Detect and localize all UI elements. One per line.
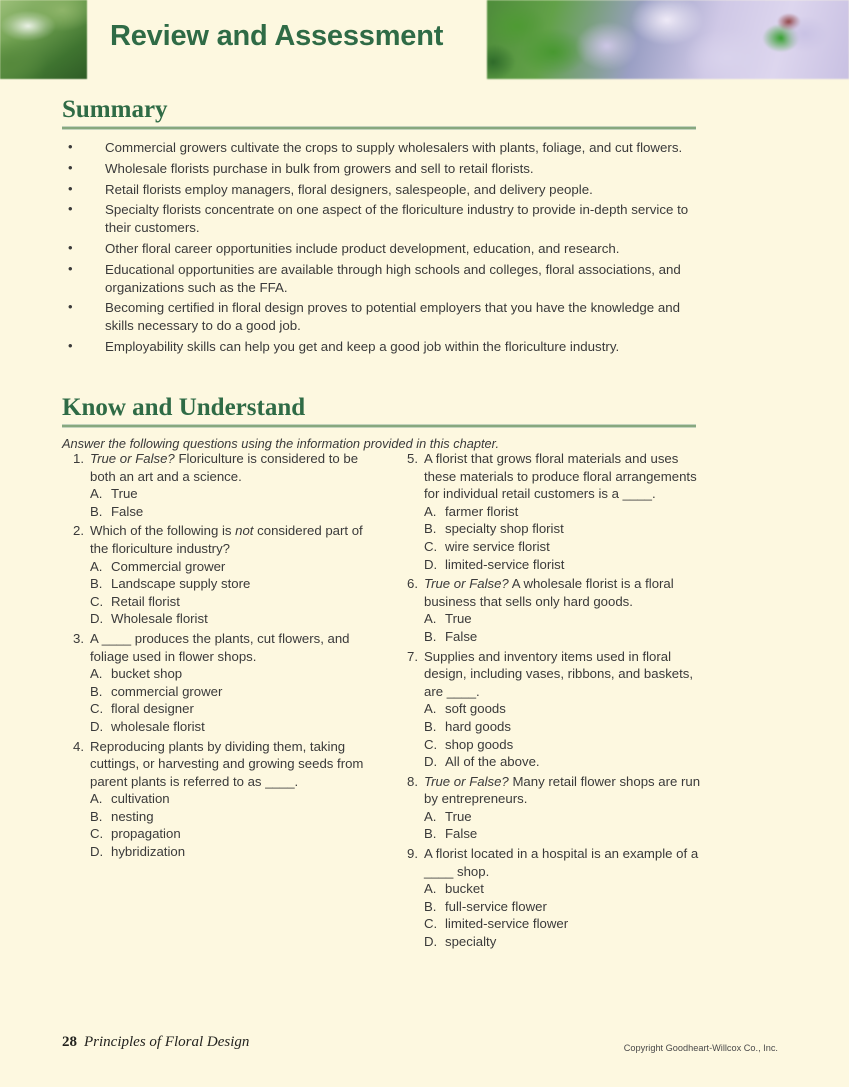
answer-choice[interactable] <box>424 808 707 826</box>
question-item <box>396 773 707 843</box>
questions-columns <box>62 450 708 953</box>
summary-heading: Summary <box>62 96 168 123</box>
answer-choice[interactable] <box>424 898 707 916</box>
answer-choice-text: bucket <box>445 881 484 897</box>
answer-choice[interactable] <box>424 628 707 646</box>
answer-choice-text: specialty shop florist <box>445 521 564 537</box>
answer-choice-list <box>424 808 707 843</box>
question-item <box>62 522 373 628</box>
question-number: 1. <box>73 451 84 466</box>
question-item <box>396 450 707 573</box>
answer-choice[interactable] <box>90 503 373 521</box>
answer-choice-letter: C. <box>424 916 438 932</box>
answer-choice-text: False <box>111 503 144 519</box>
answer-choice-letter: A. <box>90 666 103 682</box>
lilac-flowers-photo-image <box>487 0 849 79</box>
answer-choice-text: shop goods <box>445 736 514 752</box>
page-header-banner <box>0 0 849 79</box>
question-item <box>62 450 373 520</box>
answer-choice-letter: A. <box>424 808 437 824</box>
question-text: True or False? Floriculture is considered to be both an art and a science. <box>90 451 359 484</box>
answer-choice-letter: A. <box>424 701 437 717</box>
answer-choice-list <box>424 700 707 770</box>
answer-choice-letter: C. <box>90 593 104 609</box>
answer-choice-text: True <box>445 808 472 824</box>
summary-bullet-item: • Retail florists employ managers, floral designers, salespeople, and delivery people. <box>62 181 696 199</box>
summary-section <box>62 96 696 359</box>
questions-left-column <box>62 450 373 861</box>
summary-bullet-list <box>62 139 696 356</box>
answer-choice-text: False <box>445 826 478 842</box>
answer-choice-text: farmer florist <box>445 503 519 519</box>
question-emphasis: not <box>235 523 254 539</box>
folio <box>62 1034 249 1051</box>
know-and-understand-heading: Know and Understand <box>62 394 306 421</box>
answer-choice-list <box>90 558 373 628</box>
answer-choice-letter: C. <box>90 701 104 717</box>
know-and-understand-section <box>62 394 696 452</box>
answer-choice-letter: B. <box>424 898 437 914</box>
question-number: 8. <box>407 773 418 789</box>
answer-choice-text: Wholesale florist <box>111 611 208 627</box>
questions-right-column <box>396 450 707 951</box>
answer-choice-text: propagation <box>111 826 181 842</box>
answer-choice-letter: A. <box>424 611 437 627</box>
page-title: Review and Assessment <box>110 20 444 52</box>
question-lead-italic: True or False? <box>424 773 509 789</box>
answer-choice[interactable] <box>424 915 707 933</box>
answer-choice[interactable] <box>424 880 707 898</box>
answer-choice[interactable] <box>424 825 707 843</box>
question-item <box>396 845 707 951</box>
answer-choice[interactable] <box>90 610 373 628</box>
answer-choice-list <box>90 485 373 520</box>
answer-choice-text: cultivation <box>111 791 170 807</box>
answer-choice[interactable] <box>90 718 373 736</box>
answer-choice[interactable] <box>90 665 373 683</box>
answer-choice-letter: D. <box>90 611 104 627</box>
answer-choice-letter: D. <box>90 844 104 860</box>
answer-choice[interactable] <box>90 683 373 701</box>
answer-choice-letter: B. <box>90 808 103 824</box>
answer-choice-text: wire service florist <box>445 538 550 554</box>
answer-choice-list <box>90 665 373 735</box>
know-and-understand-heading-rule <box>62 424 696 428</box>
answer-choice[interactable] <box>424 610 707 628</box>
answer-choice-letter: A. <box>90 791 103 807</box>
question-text: A florist that grows floral materials and uses these materials to produce floral arrangements for individual retail customers is a ____. <box>424 451 697 502</box>
summary-heading-rule <box>62 126 696 130</box>
answer-choice[interactable] <box>424 520 707 538</box>
answer-choice-text: specialty <box>445 934 497 950</box>
answer-choice-text: hard goods <box>445 718 511 734</box>
answer-choice[interactable] <box>90 700 373 718</box>
answer-choice-letter: B. <box>90 576 103 592</box>
answer-choice-list <box>424 880 707 950</box>
question-text: A florist located in a hospital is an example of a ____ shop. <box>424 846 699 879</box>
instructions-text: Answer the following questions using the information provided in this chapter. <box>62 436 499 451</box>
answer-choice-letter: D. <box>424 754 438 770</box>
answer-choice-letter: C. <box>424 736 438 752</box>
answer-choice-text: wholesale florist <box>111 718 205 734</box>
answer-choice-list <box>90 790 373 860</box>
answer-choice-text: limited-service flower <box>445 916 569 932</box>
answer-choice-text: False <box>445 628 478 644</box>
answer-choice-text: True <box>445 611 472 627</box>
answer-choice-text: Retail florist <box>111 593 180 609</box>
answer-choice-letter: D. <box>424 934 438 950</box>
answer-choice-letter: B. <box>424 826 437 842</box>
question-number: 2. <box>73 523 84 539</box>
answer-choice[interactable] <box>424 700 707 718</box>
question-item <box>62 738 373 861</box>
answer-choice-letter: C. <box>90 826 104 842</box>
question-text: True or False? Many retail flower shops are run by entrepreneurs. <box>424 773 701 807</box>
answer-choice-text: bucket shop <box>111 666 183 682</box>
answer-choice-text: nesting <box>111 808 154 824</box>
answer-choice[interactable] <box>90 790 373 808</box>
question-text: A ____ produces the plants, cut flowers, and foliage used in flower shops. <box>90 630 350 664</box>
answer-choice[interactable] <box>424 753 707 771</box>
answer-choice-letter: D. <box>90 718 104 734</box>
answer-choice[interactable] <box>90 843 373 861</box>
question-number: 9. <box>407 846 418 862</box>
answer-choice-letter: B. <box>424 521 437 537</box>
answer-choice[interactable] <box>424 718 707 736</box>
answer-choice[interactable] <box>90 593 373 611</box>
question-number: 7. <box>407 648 418 664</box>
question-number: 5. <box>407 451 418 466</box>
question-item <box>396 575 707 645</box>
summary-bullet-item: • Educational opportunities are available through high schools and colleges, floral associations, and organizations such as the FFA. <box>62 261 696 297</box>
question-lead-italic: True or False? <box>424 576 509 592</box>
answer-choice-letter: D. <box>424 556 438 572</box>
answer-choice-letter: B. <box>90 683 103 699</box>
answer-choice-list <box>424 503 707 573</box>
answer-choice-text: full-service flower <box>445 898 547 914</box>
answer-choice-letter: B. <box>424 628 437 644</box>
answer-choice[interactable] <box>90 808 373 826</box>
summary-bullet-item: • Employability skills can help you get and keep a good job within the floriculture industry. <box>62 338 696 356</box>
question-item <box>396 648 707 771</box>
answer-choice-text: limited-service florist <box>445 556 565 572</box>
answer-choice-letter: A. <box>424 503 437 519</box>
question-number: 3. <box>73 630 84 646</box>
answer-choice[interactable] <box>90 575 373 593</box>
page-footer <box>0 1030 849 1070</box>
question-lead-italic: True or False? <box>90 451 175 466</box>
summary-bullet-item: • Becoming certified in floral design proves to potential employers that you have the knowledge and skills necessary to do a good job. <box>62 299 696 335</box>
answer-choice-list <box>424 610 707 645</box>
leaf-photo-image <box>0 0 87 79</box>
answer-choice[interactable] <box>90 825 373 843</box>
book-title: Principles of Floral Design <box>84 1034 250 1050</box>
answer-choice[interactable] <box>424 556 707 574</box>
question-number: 4. <box>73 738 84 754</box>
question-text: Reproducing plants by dividing them, taking cuttings, or harvesting and growing seeds from parent plants is referred to as ____. <box>90 738 364 789</box>
summary-bullet-item: • Specialty florists concentrate on one aspect of the floriculture industry to provide in-depth service to their customers. <box>62 201 696 237</box>
answer-choice-text: Landscape supply store <box>111 576 251 592</box>
answer-choice-text: All of the above. <box>445 754 540 770</box>
answer-choice[interactable] <box>424 736 707 754</box>
question-item <box>62 630 373 736</box>
question-number: 6. <box>407 576 418 592</box>
answer-choice-text: commercial grower <box>111 683 223 699</box>
answer-choice[interactable] <box>424 933 707 951</box>
summary-bullet-item: • Commercial growers cultivate the crops to supply wholesalers with plants, foliage, and cut flowers. <box>62 139 696 157</box>
answer-choice[interactable] <box>90 485 373 503</box>
answer-choice-letter: B. <box>90 503 103 519</box>
answer-choice-letter: A. <box>90 486 103 502</box>
summary-bullet-item: • Other floral career opportunities include product development, education, and research. <box>62 240 696 258</box>
answer-choice-letter: A. <box>90 558 103 574</box>
answer-choice[interactable] <box>424 503 707 521</box>
summary-bullet-item: • Wholesale florists purchase in bulk from growers and sell to retail florists. <box>62 160 696 178</box>
answer-choice-text: hybridization <box>111 844 186 860</box>
answer-choice-text: True <box>111 486 138 502</box>
answer-choice-letter: C. <box>424 538 438 554</box>
copyright-notice: Copyright Goodheart-Willcox Co., Inc. <box>623 1043 778 1053</box>
answer-choice-text: soft goods <box>445 701 506 717</box>
answer-choice-letter: B. <box>424 718 437 734</box>
answer-choice-text: Commercial grower <box>111 558 226 574</box>
answer-choice-text: floral designer <box>111 701 194 717</box>
question-text: Supplies and inventory items used in floral design, including vases, ribbons, and baskets, are ____. <box>424 648 694 699</box>
question-text: Which of the following is not considered part of the floriculture industry? <box>90 523 363 556</box>
page-number: 28 <box>62 1034 77 1050</box>
answer-choice[interactable] <box>424 538 707 556</box>
question-text: True or False? A wholesale florist is a floral business that sells only hard goods. <box>424 576 674 609</box>
answer-choice-letter: A. <box>424 881 437 897</box>
answer-choice[interactable] <box>90 558 373 576</box>
